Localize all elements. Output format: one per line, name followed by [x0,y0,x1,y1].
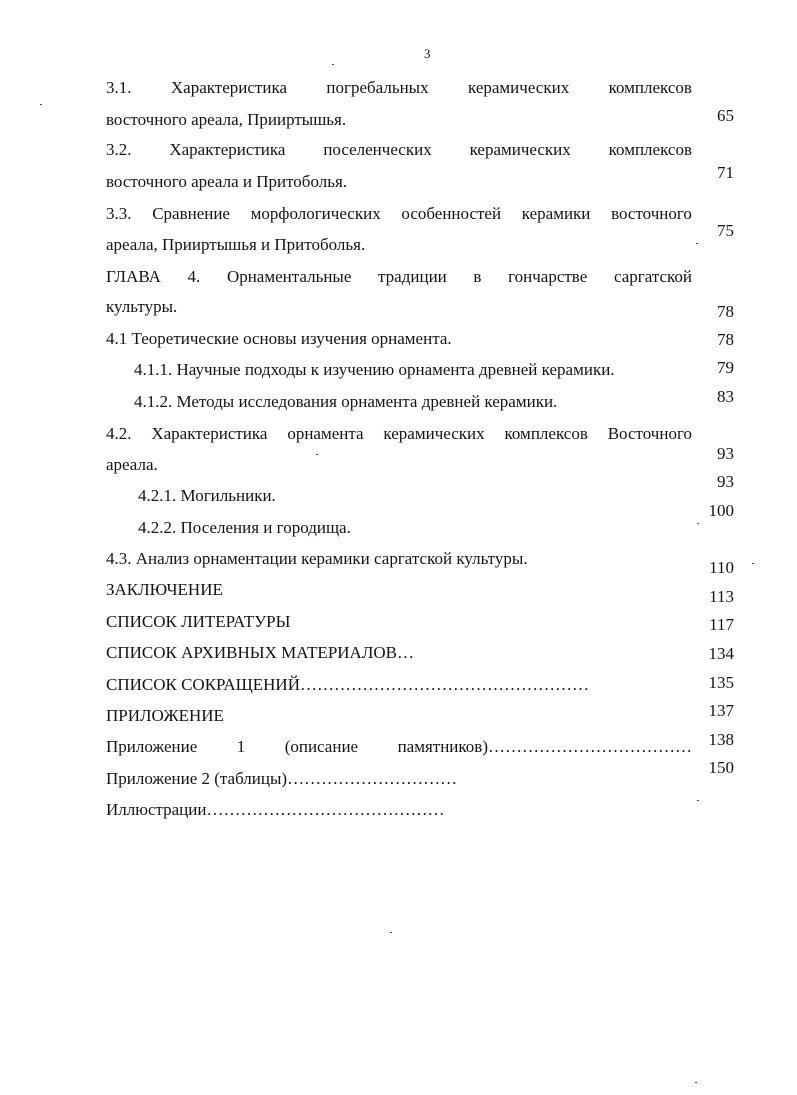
word: 1 [236,737,246,756]
word: гончарстве [508,267,588,286]
scan-speck [40,104,42,105]
scan-speck [697,523,699,524]
toc-entry-4-2-1: 4.2.1. Могильники. [138,486,276,505]
toc-entry-4-2-2: 4.2.2. Поселения и городища. [138,518,351,537]
word: памятников)……………………………… [397,737,692,756]
word: керамических [383,424,485,443]
toc-conclusion: ЗАКЛЮЧЕНИЕ [106,580,223,599]
toc-page-number: 93 [717,472,734,491]
word: восточного [611,204,692,223]
toc-page-number: 134 [708,644,734,663]
toc-page-number: 78 [717,302,734,321]
toc-entry-4-2-line2: ареала. [106,455,158,474]
toc-page-number: 100 [708,501,734,520]
toc-entry-4-3: 4.3. Анализ орнаментации керамики саргатской культуры. [106,549,528,568]
word: Восточного [607,424,692,443]
scan-speck [390,932,392,933]
toc-entry-4-1-2: 4.1.2. Методы исследования орнамента древней керамики. [134,392,558,411]
toc-page-number: 79 [717,358,734,377]
toc-entry-3-2-line1 [106,140,692,160]
toc-chapter-4-line2: культуры. [106,297,178,316]
toc-page-number: 150 [708,758,734,777]
toc-page-number: 65 [717,106,734,125]
toc-entry-3-1-line2: восточного ареала, Прииртышья. [106,110,347,129]
scan-speck [696,243,698,244]
word: керамических [469,140,571,159]
word: саргатской [613,267,692,286]
word: 4.2. [106,424,132,443]
toc-abbreviations: СПИСОК СОКРАЩЕНИЙ…………………………………………… [106,675,589,694]
toc-page-number: 113 [709,587,734,606]
word: ГЛАВА [106,267,161,286]
toc-archive-materials: СПИСОК АРХИВНЫХ МАТЕРИАЛОВ… [106,643,414,662]
toc-page-number: 83 [717,387,734,406]
word: особенностей [401,204,502,223]
toc-entry-4-1-1: 4.1.1. Научные подходы к изучению орнамента древней керамики. [134,360,615,379]
word: комплексов [504,424,588,443]
toc-page-number: 75 [717,221,734,240]
scan-speck [316,454,318,455]
word: керамики [521,204,591,223]
toc-page-number: 71 [717,163,734,182]
toc-illustrations: Иллюстрации…………………………………… [106,800,445,819]
toc-appendix-2: Приложение 2 (таблицы)………………………… [106,769,458,788]
word: (описание [284,737,359,756]
word: Характеристика [169,140,286,159]
page-number: 3 [424,46,431,61]
toc-bibliography: СПИСОК ЛИТЕРАТУРЫ [106,612,291,631]
word: 4. [187,267,201,286]
word: Характеристика [170,78,287,97]
toc-entry-4-1: 4.1 Теоретические основы изучения орнамента. [106,329,452,348]
toc-entry-3-1-line1 [106,78,692,98]
word: 3.1. [106,78,132,97]
word: орнамента [287,424,364,443]
scan-speck [697,800,699,801]
word: поселенческих [323,140,432,159]
toc-entry-3-3-line1 [106,204,692,224]
word: погребальных [326,78,429,97]
toc-entry-3-3-line2: ареала, Прииртышья и Притоболья. [106,235,366,254]
word: Сравнение [152,204,230,223]
word: Приложение [106,737,198,756]
word: Орнаментальные [226,267,352,286]
toc-appendix: ПРИЛОЖЕНИЕ [106,706,224,725]
word: комплексов [608,78,692,97]
toc-page-number: 93 [717,444,734,463]
toc-entry-3-2-line2: восточного ареала и Притоболья. [106,172,348,191]
word: традиции [378,267,447,286]
word: морфологических [250,204,381,223]
toc-page-number: 110 [709,558,734,577]
word: комплексов [608,140,692,159]
toc-page-number: 135 [708,673,734,692]
word: 3.2. [106,140,132,159]
toc-chapter-4-line1 [106,267,692,287]
toc-appendix-1 [106,737,692,757]
word: керамических [468,78,570,97]
toc-page-number: 138 [708,730,734,749]
toc-page-number: 117 [709,615,734,634]
word: в [473,267,482,286]
scan-speck [695,1082,697,1083]
toc-page-number: 78 [717,330,734,349]
scan-speck [332,64,334,65]
toc-page-number: 137 [708,701,734,720]
scan-speck [752,563,754,564]
toc-entry-4-2-line1 [106,424,692,444]
word: 3.3. [106,204,132,223]
word: Характеристика [151,424,268,443]
